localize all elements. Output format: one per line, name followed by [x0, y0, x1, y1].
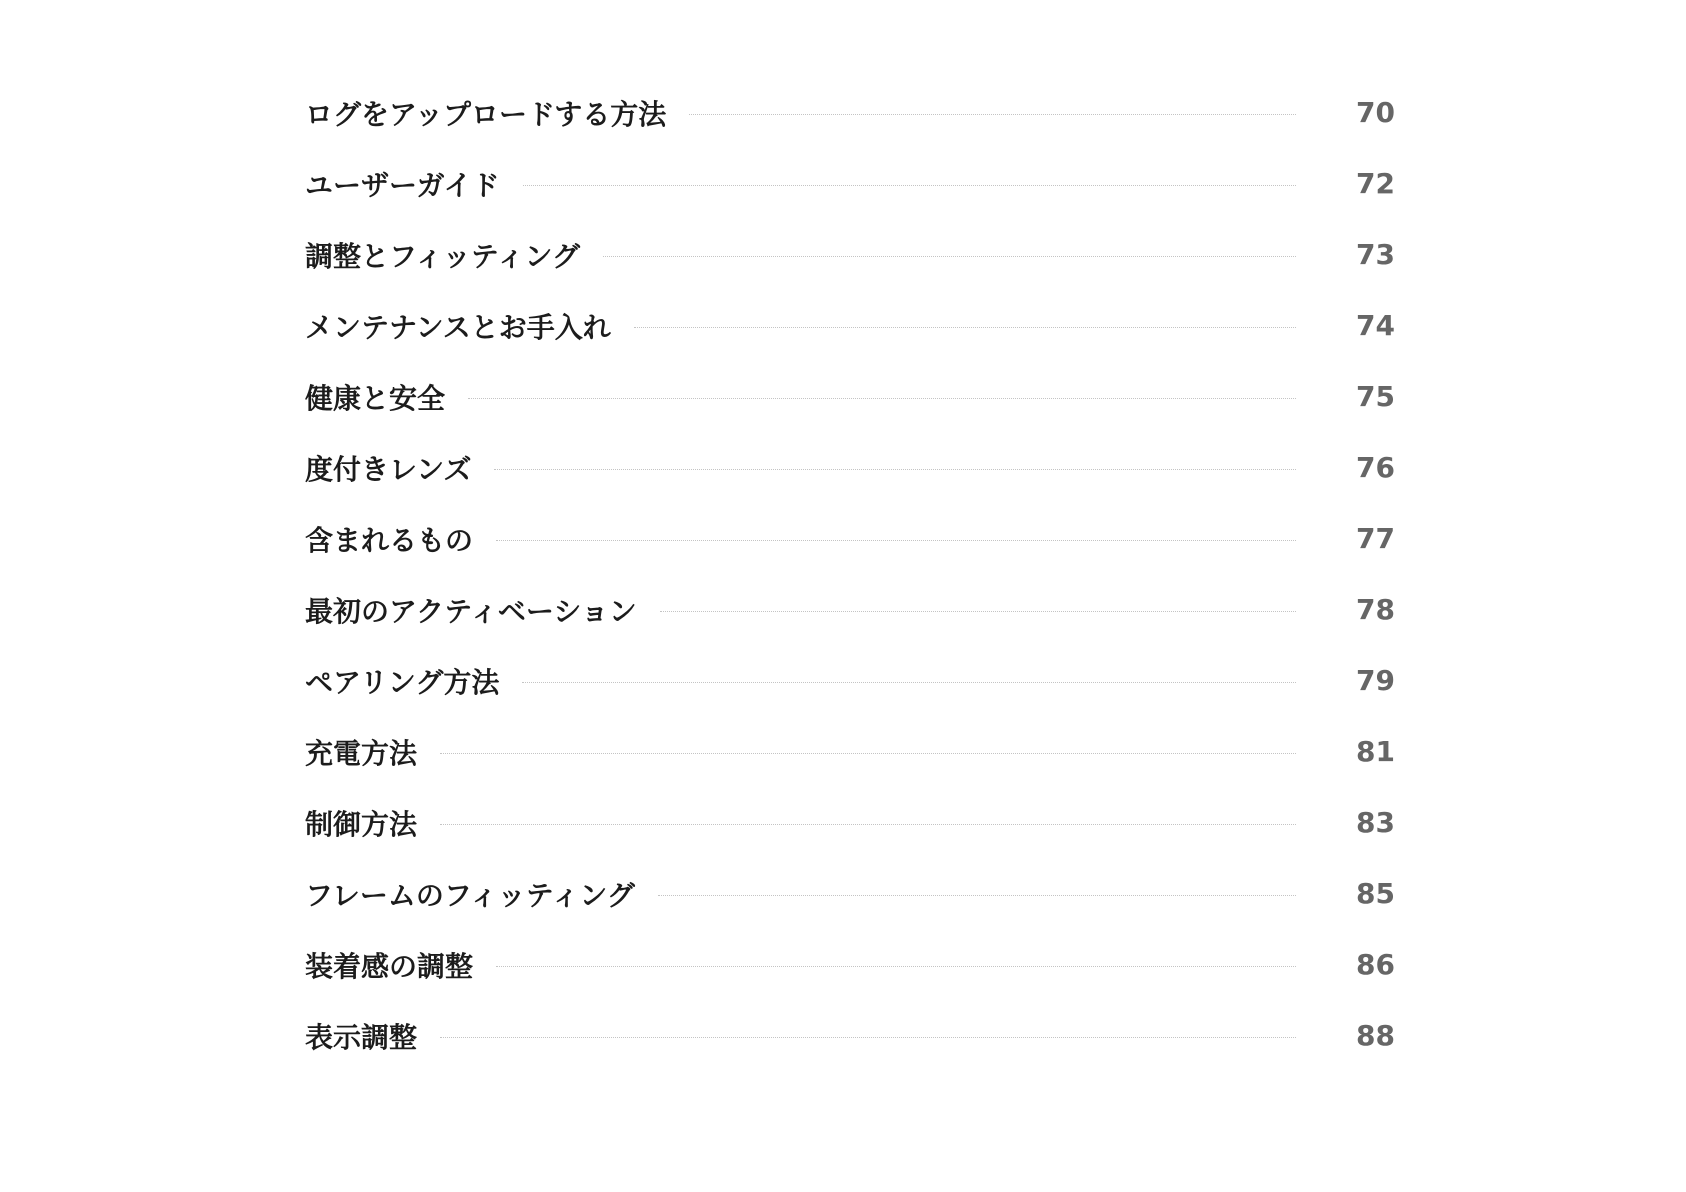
toc-entry-9[interactable]	[305, 716, 1395, 787]
toc-entry-3[interactable]	[305, 290, 1395, 361]
toc-entry-page: 70	[1356, 96, 1395, 129]
dot-leader	[440, 753, 1296, 754]
toc-entry-page: 83	[1356, 806, 1395, 839]
toc-entry-title: 制御方法	[305, 807, 418, 841]
toc-entry-13[interactable]	[305, 1000, 1395, 1071]
dot-leader	[494, 469, 1296, 470]
toc-entry-page: 79	[1356, 664, 1395, 697]
dot-leader	[496, 540, 1296, 541]
toc-entry-title: 度付きレンズ	[305, 452, 472, 486]
toc-entry-page: 77	[1356, 522, 1395, 555]
toc-entry-title: フレームのフィッティング	[305, 878, 635, 912]
dot-leader	[522, 682, 1296, 683]
dot-leader	[658, 895, 1296, 896]
toc-entry-0[interactable]	[305, 77, 1395, 148]
toc-entry-1[interactable]	[305, 148, 1395, 219]
toc-entry-10[interactable]	[305, 787, 1395, 858]
dot-leader	[689, 114, 1296, 115]
toc-entry-page: 86	[1356, 948, 1395, 981]
dot-leader	[496, 966, 1296, 967]
toc-entry-page: 72	[1356, 167, 1395, 200]
toc-entry-8[interactable]	[305, 645, 1395, 716]
dot-leader	[468, 398, 1296, 399]
toc-entry-6[interactable]	[305, 503, 1395, 574]
dot-leader	[660, 611, 1296, 612]
toc-entry-5[interactable]	[305, 432, 1395, 503]
toc-entry-page: 75	[1356, 380, 1395, 413]
toc-entry-title: 調整とフィッティング	[305, 239, 580, 273]
dot-leader	[634, 327, 1296, 328]
toc-entry-title: ログをアップロードする方法	[305, 97, 667, 131]
toc-entry-page: 76	[1356, 451, 1395, 484]
toc-entry-title: 表示調整	[305, 1020, 418, 1054]
toc-entry-7[interactable]	[305, 574, 1395, 645]
dot-leader	[603, 256, 1296, 257]
toc-entry-title: 健康と安全	[305, 381, 446, 415]
toc-entry-page: 81	[1356, 735, 1395, 768]
toc-entry-title: 装着感の調整	[305, 949, 474, 983]
toc-entry-title: ユーザーガイド	[305, 168, 500, 202]
toc-entry-page: 88	[1356, 1019, 1395, 1052]
toc-entry-title: 含まれるもの	[305, 523, 474, 557]
toc-entry-title: 最初のアクティベーション	[305, 594, 637, 628]
toc-entry-12[interactable]	[305, 929, 1395, 1000]
toc-entry-page: 85	[1356, 877, 1395, 910]
table-of-contents	[305, 77, 1395, 1071]
toc-entry-title: ペアリング方法	[305, 665, 500, 699]
toc-entry-2[interactable]	[305, 219, 1395, 290]
toc-entry-4[interactable]	[305, 361, 1395, 432]
toc-entry-page: 73	[1356, 238, 1395, 271]
dot-leader	[440, 1037, 1296, 1038]
toc-entry-11[interactable]	[305, 858, 1395, 929]
toc-entry-title: 充電方法	[305, 736, 418, 770]
toc-entry-title: メンテナンスとお手入れ	[305, 310, 611, 344]
dot-leader	[523, 185, 1296, 186]
toc-entry-page: 78	[1356, 593, 1395, 626]
dot-leader	[440, 824, 1296, 825]
toc-entry-page: 74	[1356, 309, 1395, 342]
